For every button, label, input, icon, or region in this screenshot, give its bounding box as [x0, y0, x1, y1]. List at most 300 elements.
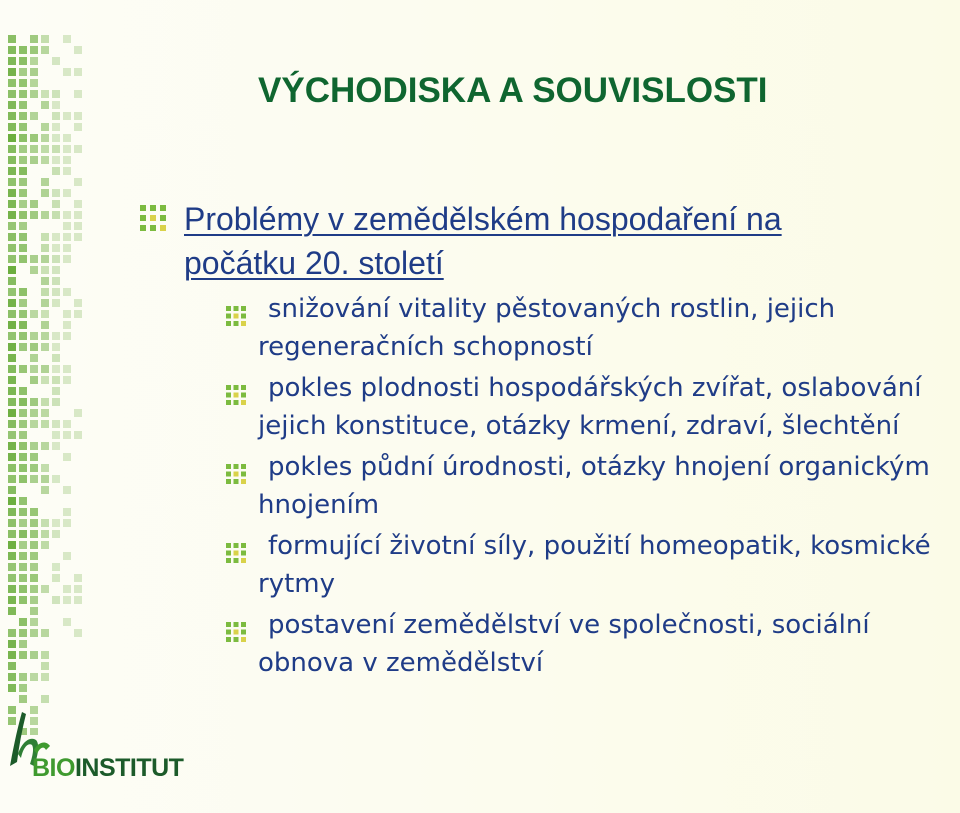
- mosaic-square: [52, 431, 60, 439]
- mosaic-square: [30, 618, 38, 626]
- mosaic-square: [30, 398, 38, 406]
- main-bullet-text: Problémy v zemědělském hospodaření na počátku 20. století: [184, 201, 782, 281]
- mosaic-square: [19, 189, 27, 197]
- mosaic-square: [8, 486, 16, 494]
- mosaic-square: [41, 266, 49, 274]
- mosaic-square: [19, 255, 27, 263]
- sub-bullet-item: [226, 290, 960, 366]
- mosaic-square: [74, 299, 82, 307]
- mosaic-square: [8, 585, 16, 593]
- mosaic-square: [63, 585, 71, 593]
- mosaic-square: [63, 211, 71, 219]
- mosaic-square: [30, 255, 38, 263]
- mosaic-square: [74, 574, 82, 582]
- bioinstitut-logo: [4, 704, 194, 794]
- mosaic-square: [41, 585, 49, 593]
- mosaic-square: [8, 409, 16, 417]
- mosaic-square: [52, 530, 60, 538]
- mosaic-square: [8, 596, 16, 604]
- grid-square-bullet-icon: [226, 536, 246, 574]
- mosaic-square: [41, 233, 49, 241]
- mosaic-square: [8, 134, 16, 142]
- mosaic-square: [52, 101, 60, 109]
- mosaic-square: [52, 574, 60, 582]
- mosaic-square: [63, 145, 71, 153]
- mosaic-square: [52, 596, 60, 604]
- mosaic-square: [8, 46, 16, 54]
- mosaic-square: [41, 486, 49, 494]
- mosaic-square: [30, 134, 38, 142]
- mosaic-square: [41, 255, 49, 263]
- mosaic-square: [63, 68, 71, 76]
- mosaic-square: [74, 222, 82, 230]
- mosaic-square: [19, 618, 27, 626]
- mosaic-square: [19, 46, 27, 54]
- mosaic-square: [41, 519, 49, 527]
- mosaic-square: [30, 673, 38, 681]
- mosaic-square: [8, 178, 16, 186]
- mosaic-square: [8, 475, 16, 483]
- mosaic-square: [63, 156, 71, 164]
- mosaic-square: [8, 332, 16, 340]
- mosaic-square: [19, 79, 27, 87]
- mosaic-square: [63, 288, 71, 296]
- mosaic-square: [8, 376, 16, 384]
- mosaic-square: [30, 508, 38, 516]
- mosaic-square: [8, 277, 16, 285]
- mosaic-square: [41, 464, 49, 472]
- mosaic-square: [41, 299, 49, 307]
- mosaic-square: [8, 79, 16, 87]
- mosaic-square: [52, 57, 60, 65]
- mosaic-square: [19, 475, 27, 483]
- mosaic-square: [41, 321, 49, 329]
- mosaic-square: [41, 35, 49, 43]
- mosaic-square: [19, 178, 27, 186]
- sub-bullet-list: [226, 290, 960, 685]
- mosaic-square: [19, 563, 27, 571]
- mosaic-square: [52, 145, 60, 153]
- mosaic-square: [19, 398, 27, 406]
- mosaic-square: [8, 266, 16, 274]
- mosaic-square: [63, 519, 71, 527]
- mosaic-square: [52, 244, 60, 252]
- mosaic-square: [63, 35, 71, 43]
- mosaic-square: [8, 244, 16, 252]
- mosaic-square: [52, 376, 60, 384]
- mosaic-square: [52, 189, 60, 197]
- mosaic-square: [8, 310, 16, 318]
- mosaic-square: [30, 530, 38, 538]
- mosaic-square: [8, 156, 16, 164]
- mosaic-square: [30, 596, 38, 604]
- mosaic-square: [19, 112, 27, 120]
- logo-text-institut: INSTITUT: [74, 754, 184, 782]
- mosaic-square: [63, 332, 71, 340]
- mosaic-square: [52, 277, 60, 285]
- mosaic-square: [41, 673, 49, 681]
- mosaic-square: [8, 541, 16, 549]
- mosaic-square: [30, 442, 38, 450]
- sub-bullet-item: [226, 606, 960, 682]
- mosaic-square: [30, 156, 38, 164]
- mosaic-square: [30, 310, 38, 318]
- mosaic-square: [41, 541, 49, 549]
- mosaic-square: [41, 189, 49, 197]
- mosaic-square: [30, 607, 38, 615]
- mosaic-square: [41, 376, 49, 384]
- mosaic-square: [8, 398, 16, 406]
- mosaic-square: [63, 310, 71, 318]
- mosaic-square: [30, 409, 38, 417]
- mosaic-square: [63, 431, 71, 439]
- mosaic-square: [41, 475, 49, 483]
- mosaic-square: [19, 574, 27, 582]
- mosaic-square: [19, 222, 27, 230]
- mosaic-square: [19, 464, 27, 472]
- mosaic-square: [19, 695, 27, 703]
- mosaic-square: [52, 398, 60, 406]
- mosaic-square: [41, 420, 49, 428]
- mosaic-square: [30, 354, 38, 362]
- mosaic-square: [8, 288, 16, 296]
- mosaic-square: [41, 365, 49, 373]
- slide-title: VÝCHODISKA A SOUVISLOSTI: [258, 71, 768, 110]
- mosaic-square: [19, 332, 27, 340]
- mosaic-square: [41, 277, 49, 285]
- grid-square-bullet-icon: [226, 299, 246, 337]
- decorative-mosaic-strip: [8, 35, 86, 735]
- mosaic-square: [30, 68, 38, 76]
- mosaic-square: [30, 57, 38, 65]
- sub-bullet-item: [226, 369, 960, 445]
- mosaic-square: [63, 420, 71, 428]
- mosaic-square: [8, 35, 16, 43]
- mosaic-square: [52, 266, 60, 274]
- mosaic-square: [63, 134, 71, 142]
- mosaic-square: [52, 354, 60, 362]
- mosaic-square: [8, 607, 16, 615]
- mosaic-square: [52, 134, 60, 142]
- mosaic-square: [52, 156, 60, 164]
- mosaic-square: [8, 354, 16, 362]
- mosaic-square: [63, 618, 71, 626]
- mosaic-square: [19, 167, 27, 175]
- mosaic-square: [19, 299, 27, 307]
- mosaic-square: [74, 211, 82, 219]
- mosaic-square: [41, 398, 49, 406]
- mosaic-square: [19, 211, 27, 219]
- mosaic-square: [41, 651, 49, 659]
- mosaic-square: [19, 530, 27, 538]
- mosaic-square: [30, 376, 38, 384]
- mosaic-square: [8, 453, 16, 461]
- mosaic-square: [30, 552, 38, 560]
- mosaic-square: [63, 189, 71, 197]
- mosaic-square: [52, 563, 60, 571]
- mosaic-square: [63, 255, 71, 263]
- mosaic-square: [8, 673, 16, 681]
- mosaic-square: [19, 651, 27, 659]
- mosaic-square: [63, 233, 71, 241]
- mosaic-square: [19, 596, 27, 604]
- mosaic-square: [19, 442, 27, 450]
- mosaic-square: [74, 90, 82, 98]
- mosaic-square: [8, 365, 16, 373]
- mosaic-square: [19, 684, 27, 692]
- mosaic-square: [74, 233, 82, 241]
- mosaic-square: [19, 68, 27, 76]
- mosaic-square: [8, 530, 16, 538]
- mosaic-square: [41, 695, 49, 703]
- mosaic-square: [52, 420, 60, 428]
- mosaic-square: [52, 255, 60, 263]
- mosaic-square: [52, 90, 60, 98]
- mosaic-square: [63, 596, 71, 604]
- mosaic-square: [52, 112, 60, 120]
- mosaic-square: [52, 299, 60, 307]
- mosaic-square: [8, 629, 16, 637]
- mosaic-square: [19, 409, 27, 417]
- mosaic-square: [41, 629, 49, 637]
- mosaic-square: [74, 596, 82, 604]
- mosaic-square: [30, 453, 38, 461]
- mosaic-square: [30, 563, 38, 571]
- mosaic-square: [63, 222, 71, 230]
- mosaic-square: [30, 332, 38, 340]
- mosaic-square: [30, 200, 38, 208]
- mosaic-square: [41, 310, 49, 318]
- grid-square-bullet-icon: [226, 457, 246, 495]
- mosaic-square: [41, 244, 49, 252]
- mosaic-square: [63, 453, 71, 461]
- mosaic-square: [52, 233, 60, 241]
- mosaic-square: [19, 200, 27, 208]
- mosaic-square: [19, 508, 27, 516]
- mosaic-square: [19, 123, 27, 131]
- mosaic-square: [19, 541, 27, 549]
- mosaic-square: [30, 365, 38, 373]
- sub-bullet-item: [226, 448, 960, 524]
- mosaic-square: [19, 497, 27, 505]
- mosaic-square: [8, 321, 16, 329]
- mosaic-square: [52, 332, 60, 340]
- mosaic-square: [19, 244, 27, 252]
- mosaic-square: [52, 519, 60, 527]
- mosaic-square: [41, 409, 49, 417]
- mosaic-square: [74, 409, 82, 417]
- mosaic-square: [8, 343, 16, 351]
- mosaic-square: [30, 574, 38, 582]
- mosaic-square: [41, 46, 49, 54]
- mosaic-square: [52, 123, 60, 131]
- mosaic-square: [8, 145, 16, 153]
- mosaic-square: [30, 145, 38, 153]
- mosaic-square: [52, 288, 60, 296]
- mosaic-square: [8, 112, 16, 120]
- mosaic-square: [30, 35, 38, 43]
- mosaic-square: [30, 90, 38, 98]
- mosaic-square: [52, 442, 60, 450]
- mosaic-square: [41, 332, 49, 340]
- mosaic-square: [52, 343, 60, 351]
- mosaic-square: [52, 387, 60, 395]
- logo-wordmark: [32, 756, 183, 781]
- mosaic-square: [30, 112, 38, 120]
- mosaic-square: [8, 90, 16, 98]
- mosaic-square: [8, 200, 16, 208]
- mosaic-square: [8, 519, 16, 527]
- mosaic-square: [41, 530, 49, 538]
- mosaic-square: [19, 134, 27, 142]
- mosaic-square: [41, 145, 49, 153]
- mosaic-square: [41, 134, 49, 142]
- mosaic-square: [8, 167, 16, 175]
- mosaic-square: [8, 189, 16, 197]
- mosaic-square: [63, 552, 71, 560]
- mosaic-square: [52, 365, 60, 373]
- sub-bullet-text: pokles půdní úrodnosti, otázky hnojení organickým hnojením: [258, 452, 930, 520]
- mosaic-square: [8, 299, 16, 307]
- sub-bullet-text: pokles plodnosti hospodářských zvířat, oslabování jejich konstituce, otázky krmení, zdraví, šlechtění: [258, 373, 922, 441]
- mosaic-square: [41, 288, 49, 296]
- mosaic-square: [41, 156, 49, 164]
- mosaic-square: [19, 145, 27, 153]
- mosaic-square: [63, 365, 71, 373]
- sub-bullet-text: snižování vitality pěstovaných rostlin, jejich regeneračních schopností: [258, 294, 836, 362]
- mosaic-square: [8, 684, 16, 692]
- mosaic-square: [8, 123, 16, 131]
- mosaic-square: [19, 552, 27, 560]
- mosaic-square: [52, 475, 60, 483]
- mosaic-square: [74, 123, 82, 131]
- mosaic-square: [19, 519, 27, 527]
- mosaic-square: [63, 376, 71, 384]
- mosaic-square: [8, 101, 16, 109]
- mosaic-square: [19, 387, 27, 395]
- mosaic-square: [41, 90, 49, 98]
- mosaic-square: [30, 266, 38, 274]
- mosaic-square: [8, 442, 16, 450]
- mosaic-square: [8, 233, 16, 241]
- mosaic-square: [8, 552, 16, 560]
- mosaic-square: [74, 46, 82, 54]
- mosaic-square: [74, 68, 82, 76]
- mosaic-square: [74, 178, 82, 186]
- mosaic-square: [74, 431, 82, 439]
- mosaic-square: [8, 431, 16, 439]
- mosaic-square: [8, 508, 16, 516]
- mosaic-square: [41, 662, 49, 670]
- mosaic-square: [19, 233, 27, 241]
- mosaic-square: [30, 519, 38, 527]
- mosaic-square: [30, 464, 38, 472]
- mosaic-square: [8, 464, 16, 472]
- mosaic-square: [41, 123, 49, 131]
- mosaic-square: [63, 508, 71, 516]
- mosaic-square: [8, 651, 16, 659]
- mosaic-square: [8, 563, 16, 571]
- mosaic-square: [8, 662, 16, 670]
- mosaic-square: [8, 255, 16, 263]
- mosaic-square: [30, 629, 38, 637]
- mosaic-square: [19, 453, 27, 461]
- mosaic-square: [19, 420, 27, 428]
- mosaic-square: [74, 145, 82, 153]
- mosaic-square: [41, 101, 49, 109]
- mosaic-square: [63, 321, 71, 329]
- mosaic-square: [19, 310, 27, 318]
- mosaic-square: [30, 79, 38, 87]
- mosaic-square: [41, 178, 49, 186]
- mosaic-square: [19, 57, 27, 65]
- mosaic-square: [19, 101, 27, 109]
- sub-bullet-item: [226, 527, 960, 603]
- grid-square-bullet-icon: [226, 378, 246, 416]
- mosaic-square: [41, 343, 49, 351]
- mosaic-square: [30, 585, 38, 593]
- mosaic-square: [30, 211, 38, 219]
- mosaic-square: [52, 211, 60, 219]
- mosaic-square: [19, 673, 27, 681]
- sub-bullet-text: formující životní síly, použití homeopatik, kosmické rytmy: [258, 531, 931, 599]
- mosaic-square: [74, 310, 82, 318]
- mosaic-square: [63, 486, 71, 494]
- mosaic-pattern-icon: [8, 35, 86, 735]
- sub-bullet-text: postavení zemědělství ve společnosti, sociální obnova v zemědělství: [258, 610, 870, 678]
- mosaic-square: [41, 442, 49, 450]
- mosaic-square: [8, 497, 16, 505]
- mosaic-square: [74, 112, 82, 120]
- mosaic-square: [52, 167, 60, 175]
- mosaic-square: [19, 585, 27, 593]
- mosaic-square: [63, 167, 71, 175]
- mosaic-square: [74, 629, 82, 637]
- mosaic-square: [63, 244, 71, 252]
- mosaic-square: [63, 112, 71, 120]
- mosaic-square: [19, 321, 27, 329]
- mosaic-square: [8, 574, 16, 582]
- mosaic-square: [30, 343, 38, 351]
- mosaic-square: [30, 541, 38, 549]
- mosaic-square: [19, 431, 27, 439]
- mosaic-square: [19, 640, 27, 648]
- mosaic-square: [19, 90, 27, 98]
- mosaic-square: [8, 640, 16, 648]
- grid-square-bullet-icon: [140, 205, 166, 235]
- mosaic-square: [8, 420, 16, 428]
- mosaic-square: [19, 629, 27, 637]
- grid-square-bullet-icon: [226, 615, 246, 653]
- mosaic-square: [74, 200, 82, 208]
- mosaic-square: [30, 651, 38, 659]
- mosaic-square: [19, 156, 27, 164]
- mosaic-square: [8, 68, 16, 76]
- mosaic-square: [8, 211, 16, 219]
- mosaic-square: [8, 57, 16, 65]
- mosaic-square: [8, 387, 16, 395]
- mosaic-square: [74, 585, 82, 593]
- mosaic-square: [52, 200, 60, 208]
- mosaic-square: [30, 46, 38, 54]
- mosaic-square: [19, 288, 27, 296]
- mosaic-square: [19, 343, 27, 351]
- mosaic-square: [41, 211, 49, 219]
- logo-text-bio: BIO: [32, 754, 75, 782]
- mosaic-square: [30, 420, 38, 428]
- mosaic-square: [30, 475, 38, 483]
- mosaic-square: [8, 222, 16, 230]
